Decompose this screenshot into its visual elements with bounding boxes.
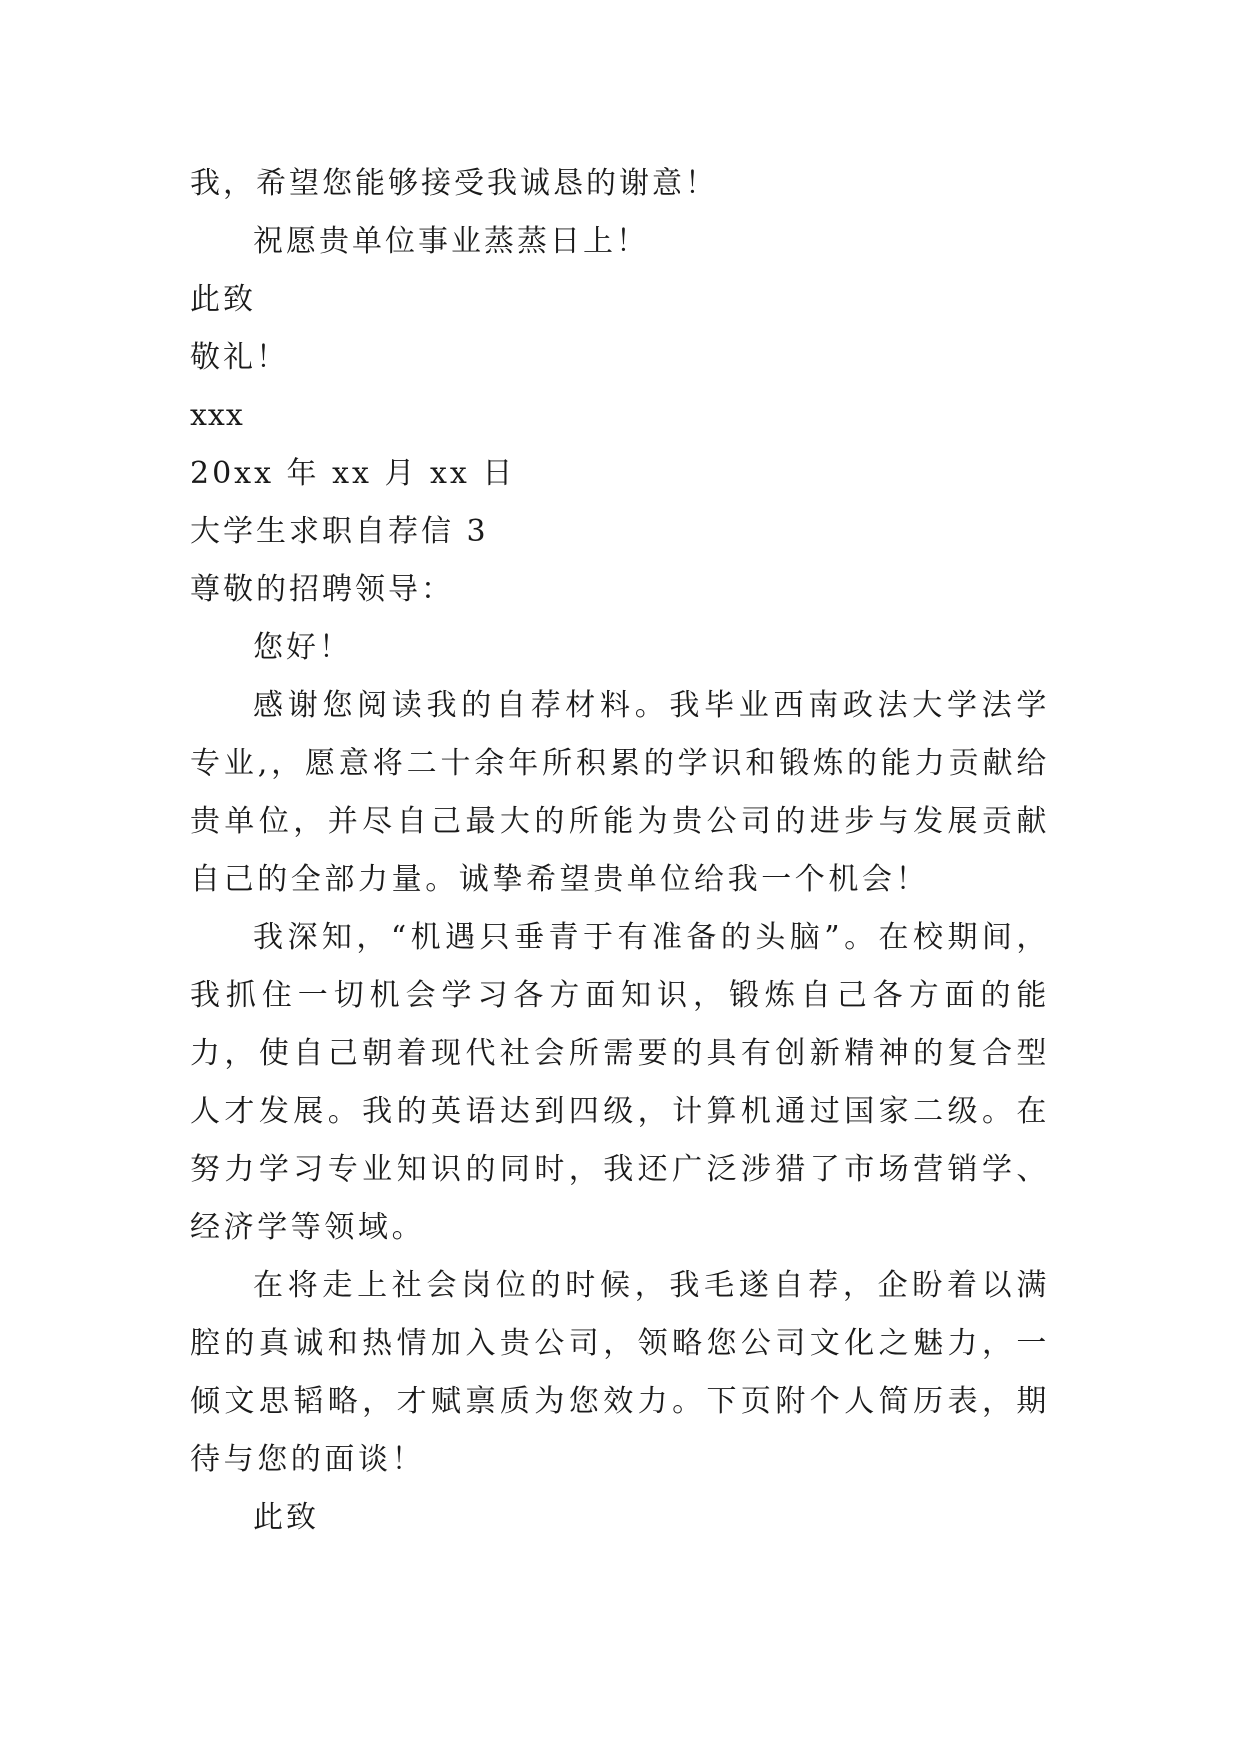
letter3-salutation: 尊敬的招聘领导：: [190, 572, 454, 607]
letter3-greeting: 您好！: [253, 630, 352, 665]
document-body: [190, 155, 1050, 1547]
letter2-signature: xxx: [190, 398, 244, 433]
letter3-paragraph-1: 感谢您阅读我的自荐材料。我毕业西南政法大学法学专业,，愿意将二十余年所积累的学识和锻炼的能力贡献给贵单位，并尽自己最大的所能为贵公司的进步与发展贡献自己的全部力量。诚挚希望贵单位给我一个机会！: [190, 688, 1050, 897]
letter2-wish: 祝愿贵单位事业蒸蒸日上！: [253, 224, 649, 259]
letter3-paragraph-2: 我深知，“机遇只垂青于有准备的头脑”。在校期间，我抓住一切机会学习各方面知识，锻炼自己各方面的能力，使自己朝着现代社会所需要的具有创新精神的复合型人才发展。我的英语达到四级，计算机通过国家二级。在努力学习专业知识的同时，我还广泛涉猎了市场营销学、经济学等领域。: [190, 920, 1050, 1245]
letter2-jingli: 敬礼！: [190, 340, 289, 375]
letter2-date: 20xx 年 xx 月 xx 日: [190, 456, 516, 491]
letter3-title: 大学生求职自荐信 3: [190, 514, 489, 549]
letter3-paragraph-3: 在将走上社会岗位的时候，我毛遂自荐，企盼着以满腔的真诚和热情加入贵公司，领略您公司文化之魅力，一倾文思韬略，才赋禀质为您效力。下页附个人简历表，期待与您的面谈！: [190, 1268, 1050, 1477]
letter2-cizhi: 此致: [190, 282, 256, 317]
letter2-line-end: 我，希望您能够接受我诚恳的谢意！: [190, 166, 718, 201]
letter3-cizhi: 此致: [253, 1500, 319, 1535]
